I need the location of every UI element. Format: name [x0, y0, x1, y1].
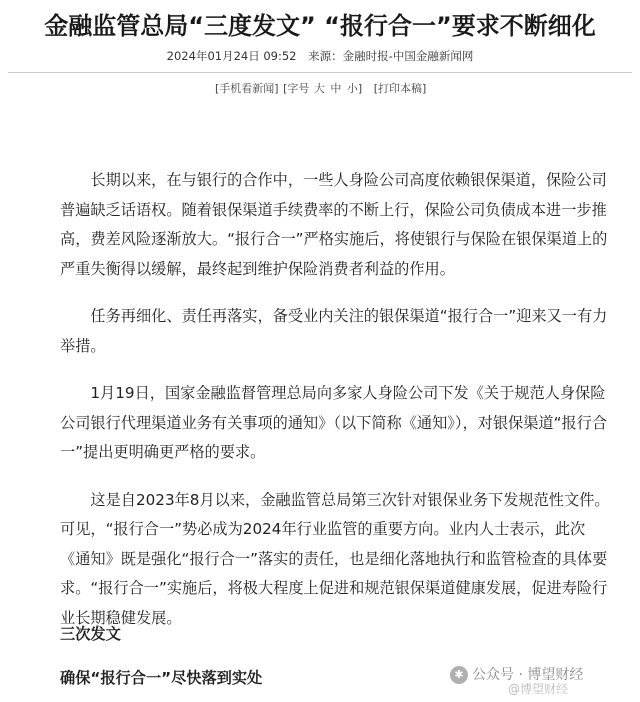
paragraph: 长期以来，在与银行的合作中，一些人身险公司高度依赖银保渠道，保险公司普遍缺乏话语权。随着银保渠道手续费率的不断上行，保险公司负债成本进一步推高，费差风险逐渐放大。“报行合一”严格实施后，将使银行与保险在银保渠道上的严重失衡得以缓解，最终起到维护保险消费者利益的作用。: [60, 171, 608, 278]
font-size-control: [283, 82, 363, 95]
paragraph: 任务再细化、责任再落实，备受业内关注的银保渠道“报行合一”迎来又一有力举措。: [60, 307, 608, 355]
print-link[interactable]: [打印本稿]: [373, 82, 427, 95]
article-toolbar: [214, 80, 427, 96]
watermark-text: 公众号 · 博望财经: [472, 667, 584, 683]
publish-date: 2024年01月24日 09:52: [166, 49, 297, 63]
paragraph: 1月19日，国家金融监督管理总局向多家人身险公司下发《关于规范人身保险公司银行代理渠道业务有关事项的通知》（以下简称《通知》），对银保渠道“报行合一”提出更明确更严格的要求。: [60, 384, 608, 461]
source-text: [308, 49, 473, 63]
font-small-link[interactable]: 小]: [346, 82, 363, 95]
source-label: 来源：: [308, 49, 343, 63]
section-heading: 三次发文: [60, 625, 121, 643]
wechat-icon: ✱: [450, 666, 468, 684]
section-subheading: 确保“报行合一”尽快落到实处: [60, 669, 263, 687]
font-large-link[interactable]: 大: [313, 82, 325, 95]
source-name[interactable]: 金融时报-中国金融新闻网: [342, 49, 474, 63]
article-meta: [0, 48, 640, 64]
header-divider: [8, 72, 632, 73]
font-medium-link[interactable]: 中: [330, 82, 342, 95]
weibo-watermark: @博望财经: [508, 682, 569, 696]
font-size-label: [字号: [283, 82, 310, 95]
paragraph: 这是自2023年8月以来，金融监管总局第三次针对银保业务下发规范性文件。可见，“报行合一”势必成为2024年行业监管的重要方向。业内人士表示，此次《通知》既是强化“报行合一”落实的责任，也是细化落地执行和监管检查的具体要求。“报行合一”实施后，将极大程度上促进和规范银保渠道健康发展，促进寿险行业长期稳健发展。: [60, 490, 610, 627]
article-title: 金融监管总局“三度发文” “报行合一”要求不断细化: [44, 12, 596, 40]
mobile-view-link[interactable]: [手机看新闻]: [215, 82, 279, 95]
